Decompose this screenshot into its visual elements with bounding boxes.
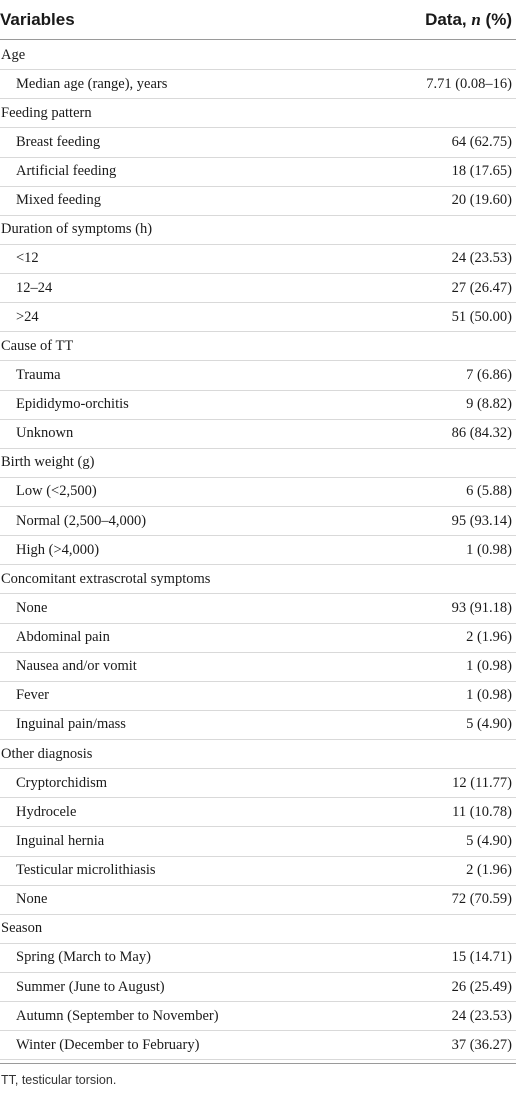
table-row [0, 886, 516, 915]
row-label: Epididymo-orchitis [16, 396, 129, 413]
table-row [0, 1031, 516, 1060]
table-row [0, 478, 516, 507]
row-value: 64 (62.75) [451, 133, 512, 150]
table-row [0, 303, 516, 332]
table-footnote: TT, testicular torsion. [1, 1073, 117, 1087]
row-label: High (>4,000) [16, 541, 100, 558]
table-row [0, 798, 516, 827]
row-label: Trauma [16, 366, 61, 383]
row-value: 93 (91.18) [451, 599, 512, 616]
column-header-data-suffix: (%) [480, 9, 512, 29]
table-group-row [0, 565, 516, 594]
row-label: Spring (March to May) [16, 949, 151, 966]
table-group-row [0, 99, 516, 128]
row-label: 12–24 [16, 279, 53, 296]
row-value: 1 (0.98) [466, 687, 512, 704]
row-label: Testicular microlithiasis [16, 862, 156, 879]
table-group-row [0, 332, 516, 361]
table-row [0, 187, 516, 216]
row-label: Summer (June to August) [16, 978, 165, 995]
table-group-row [0, 449, 516, 478]
table-row [0, 361, 516, 390]
column-header-data [425, 10, 512, 30]
row-value: 5 (4.90) [466, 832, 512, 849]
row-label: Nausea and/or vomit [16, 658, 137, 675]
table-row [0, 507, 516, 536]
group-label: Age [1, 46, 26, 63]
table-row [0, 682, 516, 711]
row-label: Artificial feeding [16, 163, 117, 180]
row-value: 1 (0.98) [466, 658, 512, 675]
table-row [0, 944, 516, 973]
table-row [0, 857, 516, 886]
table-body [0, 41, 516, 1060]
row-value: 12 (11.77) [452, 774, 512, 791]
table-bottom-rule [0, 1063, 516, 1064]
table-row [0, 827, 516, 856]
table-row [0, 711, 516, 740]
group-label: Cause of TT [1, 337, 74, 354]
row-value: 86 (84.32) [451, 425, 512, 442]
row-label: None [16, 891, 48, 908]
table-row [0, 653, 516, 682]
table-group-row [0, 216, 516, 245]
row-label: Cryptorchidism [16, 774, 108, 791]
row-value: 9 (8.82) [466, 396, 512, 413]
row-value: 1 (0.98) [466, 541, 512, 558]
row-value: 27 (26.47) [451, 279, 512, 296]
table-row [0, 594, 516, 623]
group-label: Duration of symptoms (h) [1, 221, 153, 238]
table-group-row [0, 41, 516, 70]
row-value: 51 (50.00) [451, 308, 512, 325]
row-value: 2 (1.96) [466, 629, 512, 646]
column-header-data-prefix: Data, [425, 9, 472, 29]
row-value: 20 (19.60) [451, 192, 512, 209]
group-label: Other diagnosis [1, 745, 93, 762]
table-group-row [0, 915, 516, 944]
row-value: 11 (10.78) [452, 803, 512, 820]
table-row [0, 274, 516, 303]
table-row [0, 128, 516, 157]
table-row [0, 158, 516, 187]
table-row [0, 245, 516, 274]
table-row [0, 420, 516, 449]
group-label: Feeding pattern [1, 104, 92, 121]
row-label: >24 [16, 308, 39, 325]
row-label: Median age (range), years [16, 75, 168, 92]
row-value: 15 (14.71) [451, 949, 512, 966]
table-header [0, 0, 516, 40]
group-label: Birth weight (g) [1, 454, 95, 471]
row-value: 37 (36.27) [451, 1036, 512, 1053]
group-label: Season [1, 920, 43, 937]
table-row [0, 1002, 516, 1031]
row-label: Mixed feeding [16, 192, 101, 209]
table-row [0, 70, 516, 99]
row-label: <12 [16, 250, 39, 267]
row-value: 24 (23.53) [451, 1007, 512, 1024]
table-row [0, 769, 516, 798]
table-row [0, 624, 516, 653]
row-label: Inguinal hernia [16, 832, 105, 849]
row-label: Low (<2,500) [16, 483, 97, 500]
row-label: Normal (2,500–4,000) [16, 512, 147, 529]
row-label: Autumn (September to November) [16, 1007, 219, 1024]
row-value: 26 (25.49) [451, 978, 512, 995]
row-value: 7 (6.86) [466, 366, 512, 383]
row-value: 72 (70.59) [451, 891, 512, 908]
group-label: Concomitant extrascrotal symptoms [1, 570, 211, 587]
row-value: 6 (5.88) [466, 483, 512, 500]
row-value: 5 (4.90) [466, 716, 512, 733]
row-label: None [16, 599, 48, 616]
row-value: 2 (1.96) [466, 862, 512, 879]
row-label: Fever [16, 687, 50, 704]
row-value: 95 (93.14) [451, 512, 512, 529]
row-value: 24 (23.53) [451, 250, 512, 267]
table-row [0, 973, 516, 1002]
table-row [0, 391, 516, 420]
table-group-row [0, 740, 516, 769]
row-value: 7.71 (0.08–16) [426, 75, 512, 92]
column-header-variables: Variables [0, 9, 75, 29]
table-row [0, 536, 516, 565]
row-label: Winter (December to February) [16, 1036, 200, 1053]
row-label: Breast feeding [16, 133, 101, 150]
row-label: Hydrocele [16, 803, 77, 820]
row-label: Abdominal pain [16, 629, 110, 646]
row-label: Inguinal pain/mass [16, 716, 126, 733]
column-header-data-n: n [471, 9, 481, 29]
row-value: 18 (17.65) [451, 163, 512, 180]
row-label: Unknown [16, 425, 74, 442]
